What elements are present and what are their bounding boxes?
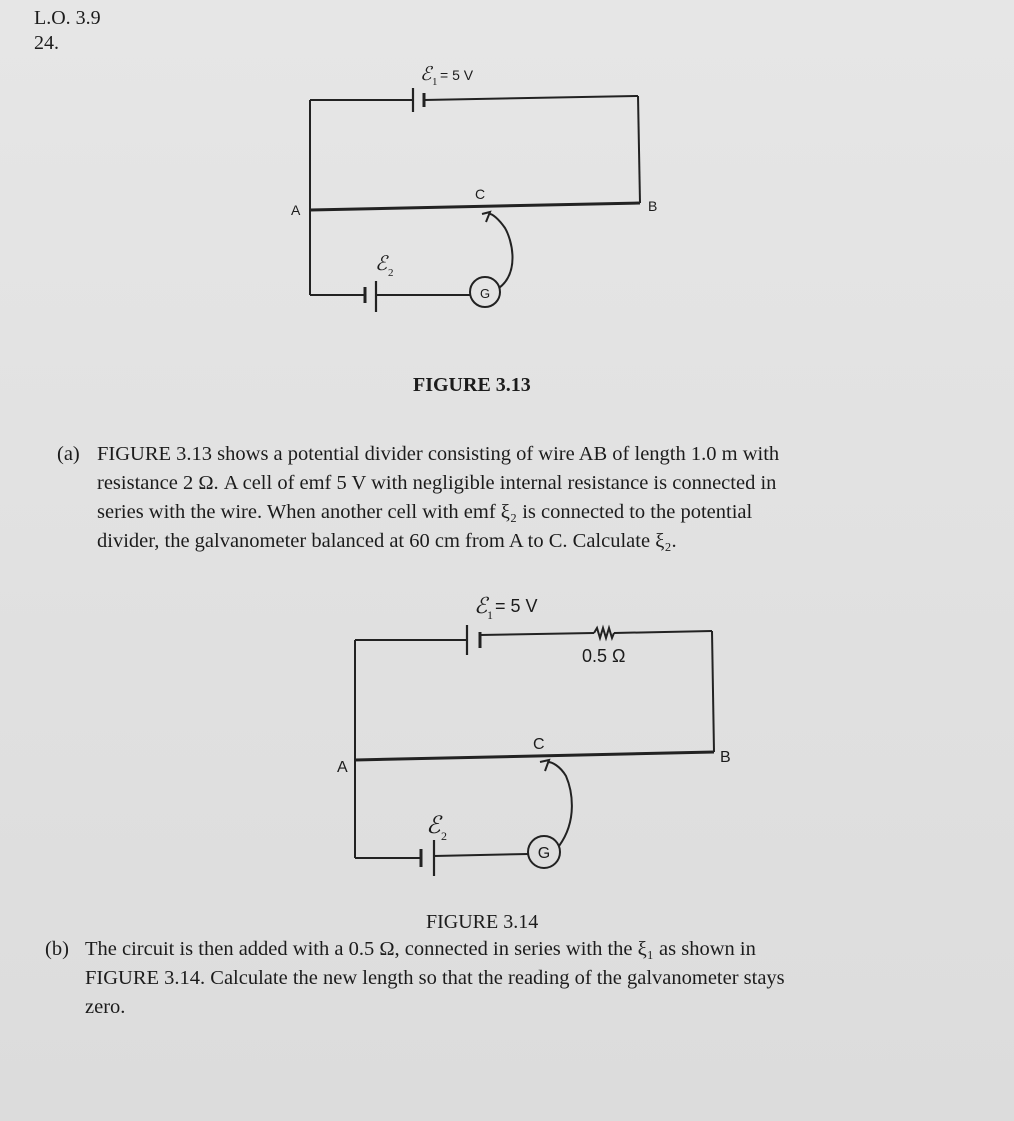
figure-3-13-caption: FIGURE 3.13 xyxy=(413,374,531,396)
fig1-emf2-symbol: ℰ xyxy=(375,253,388,275)
fig1-jockey-tip xyxy=(482,212,490,222)
part-a-line-3: series with the wire. When another cell with emf ξ₂ is connected to the potential xyxy=(97,501,753,523)
fig1-right-wire xyxy=(638,96,640,203)
fig1-label-b: B xyxy=(648,198,658,214)
fig2-top-wire-right xyxy=(614,631,712,633)
fig1-emf1-value: = 5 V xyxy=(440,67,474,83)
fig2-jockey-lead xyxy=(548,762,572,846)
figure-3-14-circuit xyxy=(330,585,750,885)
part-a-line-1: FIGURE 3.13 shows a potential divider consisting of wire AB of length 1.0 m with xyxy=(97,443,780,465)
fig2-emf2-sub: 2 xyxy=(441,829,447,843)
fig2-right-wire xyxy=(712,631,714,752)
fig2-emf1-sub: 1 xyxy=(487,608,493,622)
fig2-emf2-symbol: ℰ xyxy=(426,813,441,839)
fig2-label-c: C xyxy=(533,736,545,753)
fig1-jockey-lead xyxy=(490,214,513,288)
fig2-emf1-symbol: ℰ xyxy=(474,593,488,618)
fig2-top-wire-mid xyxy=(480,633,594,635)
part-b-line-3: zero. xyxy=(85,996,126,1018)
figure-3-14-caption: FIGURE 3.14 xyxy=(426,911,539,933)
fig1-emf1-symbol: ℰ xyxy=(420,64,432,85)
fig1-label-a: A xyxy=(291,202,301,218)
fig2-jockey-tip xyxy=(540,760,549,771)
fig1-galvanometer-label: G xyxy=(479,286,491,301)
part-a-line-4: divider, the galvanometer balanced at 60 cm from A to C. Calculate ξ₂. xyxy=(97,530,677,552)
fig2-label-b: B xyxy=(720,749,731,766)
fig2-emf1-value: = 5 V xyxy=(495,596,538,616)
fig1-emf1-sub: 1 xyxy=(432,76,438,88)
part-b-line-1: The circuit is then added with a 0.5 Ω, connected in series with the ξ₁ as shown in xyxy=(85,938,756,960)
fig1-top-wire-right xyxy=(424,96,638,100)
fig2-label-a: A xyxy=(337,759,348,776)
fig1-emf2-sub: 2 xyxy=(388,267,394,279)
question-number: 24. xyxy=(34,32,59,54)
fig1-label-c: C xyxy=(475,186,486,202)
figure-3-13-circuit xyxy=(270,55,670,340)
part-b-line-2: FIGURE 3.14. Calculate the new length so that the reading of the galvanometer stays xyxy=(85,967,785,989)
learning-outcome-label: L.O. 3.9 xyxy=(34,7,101,29)
fig2-lower-wire-right xyxy=(434,854,528,856)
fig1-wire-ab xyxy=(310,203,640,210)
fig2-galvanometer-label: G xyxy=(537,845,551,862)
fig2-wire-ab xyxy=(355,752,714,760)
fig2-resistor xyxy=(594,628,614,638)
fig2-resistor-value: 0.5 Ω xyxy=(582,646,626,666)
part-b-label: (b) xyxy=(45,938,69,960)
part-a-line-2: resistance 2 Ω. A cell of emf 5 V with negligible internal resistance is connected in xyxy=(97,472,777,494)
part-a-label: (a) xyxy=(57,443,80,465)
part-a-paragraph xyxy=(57,440,957,560)
part-b-paragraph xyxy=(45,935,985,1030)
